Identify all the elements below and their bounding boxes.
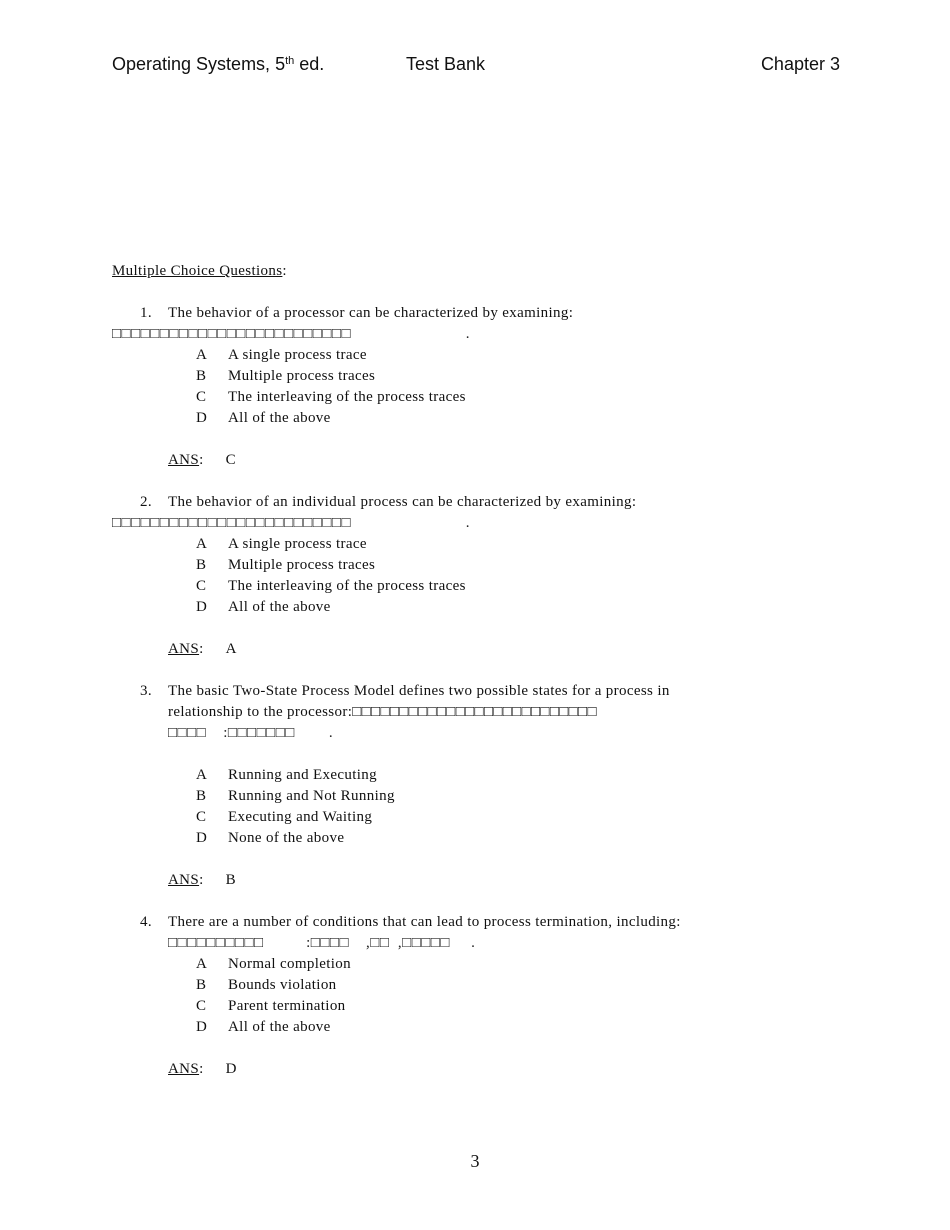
answer-label: ANS bbox=[168, 1061, 200, 1077]
option-letter: D bbox=[196, 830, 208, 846]
answer-colon: : bbox=[199, 452, 204, 468]
answer-label: ANS bbox=[168, 452, 200, 468]
option-text: All of the above bbox=[228, 599, 331, 615]
answer-option bbox=[196, 828, 842, 849]
answer-value: D bbox=[225, 1061, 237, 1077]
answer-option bbox=[196, 366, 842, 387]
answer-line bbox=[168, 1059, 842, 1080]
option-letter: B bbox=[196, 977, 207, 993]
option-text: Parent termination bbox=[228, 998, 346, 1014]
answer-option bbox=[196, 576, 842, 597]
option-letter: B bbox=[196, 368, 207, 384]
answer-option bbox=[196, 408, 842, 429]
option-list bbox=[196, 345, 842, 429]
question-number: 3. bbox=[140, 683, 152, 699]
answer-option bbox=[196, 996, 842, 1017]
book-title bbox=[112, 54, 324, 75]
option-text: Multiple process traces bbox=[228, 368, 376, 384]
answer-option bbox=[196, 597, 842, 618]
option-letter: B bbox=[196, 557, 207, 573]
answer-label: ANS bbox=[168, 641, 200, 657]
option-letter: C bbox=[196, 809, 207, 825]
option-text: The interleaving of the process traces bbox=[228, 389, 466, 405]
option-list bbox=[196, 954, 842, 1038]
section-heading bbox=[112, 261, 842, 282]
answer-label: ANS bbox=[168, 872, 200, 888]
question-block bbox=[112, 681, 842, 891]
option-text: Running and Executing bbox=[228, 767, 377, 783]
option-text: All of the above bbox=[228, 1019, 331, 1035]
question-text: relationship to the processor:□□□□□□□□□□□□□□□□□□□□□□□□□□ bbox=[168, 704, 597, 720]
option-letter: C bbox=[196, 998, 207, 1014]
page-header bbox=[112, 54, 840, 80]
page-number: 3 bbox=[470, 1151, 480, 1171]
question-number: 1. bbox=[140, 305, 152, 321]
option-letter: C bbox=[196, 389, 207, 405]
answer-option bbox=[196, 765, 842, 786]
section-title-colon: : bbox=[282, 263, 287, 279]
question-text-line bbox=[112, 303, 842, 324]
answer-line bbox=[168, 870, 842, 891]
answer-colon: : bbox=[199, 641, 204, 657]
answer-option bbox=[196, 954, 842, 975]
answer-option bbox=[196, 534, 842, 555]
question-block bbox=[112, 492, 842, 660]
answer-option bbox=[196, 387, 842, 408]
question-text: The basic Two-State Process Model defines two possible states for a process in bbox=[168, 683, 670, 699]
question-number: 2. bbox=[140, 494, 152, 510]
option-letter: C bbox=[196, 578, 207, 594]
question-text-line bbox=[112, 702, 842, 723]
option-letter: B bbox=[196, 788, 207, 804]
spacer bbox=[112, 744, 842, 765]
option-text: Multiple process traces bbox=[228, 557, 376, 573]
question-block bbox=[112, 912, 842, 1080]
answer-line bbox=[168, 450, 842, 471]
answer-colon: : bbox=[199, 1061, 204, 1077]
header-chapter: Chapter 3 bbox=[760, 54, 840, 74]
option-letter: A bbox=[196, 956, 208, 972]
question-list bbox=[112, 303, 842, 1080]
unrendered-glyph-line: □□□□□□□□□□□□□□□□□□□□□□□□□ . bbox=[112, 326, 471, 342]
answer-option bbox=[196, 345, 842, 366]
option-letter: D bbox=[196, 599, 208, 615]
option-text: None of the above bbox=[228, 830, 345, 846]
answer-option bbox=[196, 555, 842, 576]
answer-option bbox=[196, 1017, 842, 1038]
unrendered-glyph-line: □□□□□□□□□□□□□□□□□□□□□□□□□ . bbox=[112, 515, 471, 531]
option-letter: D bbox=[196, 1019, 208, 1035]
answer-line bbox=[168, 639, 842, 660]
option-text: The interleaving of the process traces bbox=[228, 578, 466, 594]
answer-colon: : bbox=[199, 872, 204, 888]
option-text: Running and Not Running bbox=[228, 788, 395, 804]
option-letter: D bbox=[196, 410, 208, 426]
answer-value: C bbox=[225, 452, 236, 468]
option-text: Normal completion bbox=[228, 956, 352, 972]
question-text: The behavior of a processor can be characterized by examining: bbox=[168, 305, 574, 321]
option-text: A single process trace bbox=[228, 536, 367, 552]
option-letter: A bbox=[196, 347, 208, 363]
option-list bbox=[196, 765, 842, 849]
option-letter: A bbox=[196, 767, 208, 783]
header-test-bank: Test Bank bbox=[406, 54, 486, 74]
question-text: The behavior of an individual process can be characterized by examining: bbox=[168, 494, 637, 510]
option-text: Bounds violation bbox=[228, 977, 337, 993]
answer-value: B bbox=[225, 872, 236, 888]
answer-option bbox=[196, 786, 842, 807]
question-number: 4. bbox=[140, 914, 152, 930]
option-text: Executing and Waiting bbox=[228, 809, 373, 825]
book-title-edition: ed. bbox=[294, 54, 325, 74]
answer-value: A bbox=[225, 641, 237, 657]
book-title-ordinal: th bbox=[285, 55, 295, 67]
unrendered-glyph-line: □□□□ :□□□□□□□ . bbox=[168, 725, 334, 741]
document-body bbox=[112, 261, 842, 1101]
answer-option bbox=[196, 807, 842, 828]
question-text: There are a number of conditions that can lead to process termination, including: bbox=[168, 914, 681, 930]
option-letter: A bbox=[196, 536, 208, 552]
book-title-main: Operating Systems, 5 bbox=[112, 54, 286, 74]
option-list bbox=[196, 534, 842, 618]
unrendered-glyph-line: □□□□□□□□□□ :□□□□ ,□□ ,□□□□□ . bbox=[168, 935, 476, 951]
question-block bbox=[112, 303, 842, 471]
section-title: Multiple Choice Questions bbox=[112, 263, 283, 279]
question-text-line bbox=[112, 492, 842, 513]
option-text: All of the above bbox=[228, 410, 331, 426]
answer-option bbox=[196, 975, 842, 996]
option-text: A single process trace bbox=[228, 347, 367, 363]
question-text-line bbox=[112, 912, 842, 933]
question-text-line bbox=[112, 681, 842, 702]
